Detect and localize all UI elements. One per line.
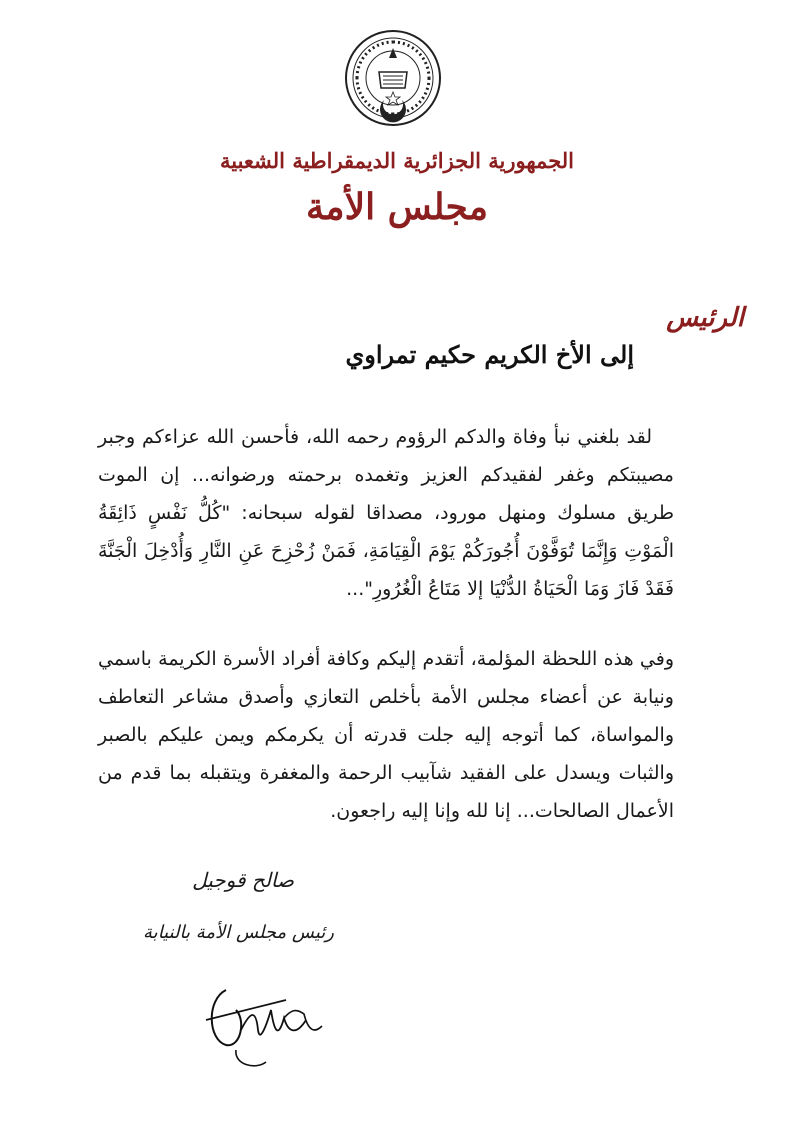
council-name: مجلس الأمة xyxy=(306,186,488,228)
addressee-line: إلى الأخ الكريم حكيم تمراوي xyxy=(345,340,634,369)
signer-name: صالح قوجيل xyxy=(192,868,294,892)
handwritten-signature-icon xyxy=(196,970,346,1090)
letter-paragraph-2: وفي هذه اللحظة المؤلمة، أتقدم إليكم وكافة أفراد الأسرة الكريمة باسمي ونيابة عن أعضاء مجلس الأمة بأخلص التعازي وأصدق مشاعر التعاطف والمواساة، كما أتوجه إليه جلت قدرته أن يكرمكم ويمن عليكم بالصبر والثبات ويسدل على الفقيد شآبيب الرحمة والمغفرة ويتقبله بما قدم من الأعمال الصالحات... إنا لله وإنا إليه راجعون. xyxy=(98,648,674,822)
president-label: الرئيس xyxy=(666,303,744,333)
signer-title: رئيس مجلس الأمة بالنيابة xyxy=(143,922,334,943)
state-seal-icon xyxy=(343,28,443,128)
republic-name: الجمهورية الجزائرية الديمقراطية الشعبية xyxy=(219,148,574,173)
letter-paragraph-1: لقد بلغني نبأ وفاة والدكم الرؤوم رحمه الله، فأحسن الله عزاءكم وجبر مصيبتكم وغفر لفقيدكم العزيز وتغمده برحمته ورضوانه... إن الموت طريق مسلوك ومنهل مورود، مصداقا لقوله سبحانه: "كُلُّ نَفْسٍ ذَائِقَةُ الْمَوْتِ وَإِنَّمَا تُوَفَّوْنَ أُجُورَكُمْ يَوْمَ الْقِيَامَةِ، فَمَنْ زُحْزِحَ عَنِ النَّارِ وَأُدْخِلَ الْجَنَّةَ فَقَدْ فَازَ وَمَا الْحَيَاةُ الدُّنْيَا إلا مَتَاعُ الْغُرُورِ"... xyxy=(98,426,674,600)
